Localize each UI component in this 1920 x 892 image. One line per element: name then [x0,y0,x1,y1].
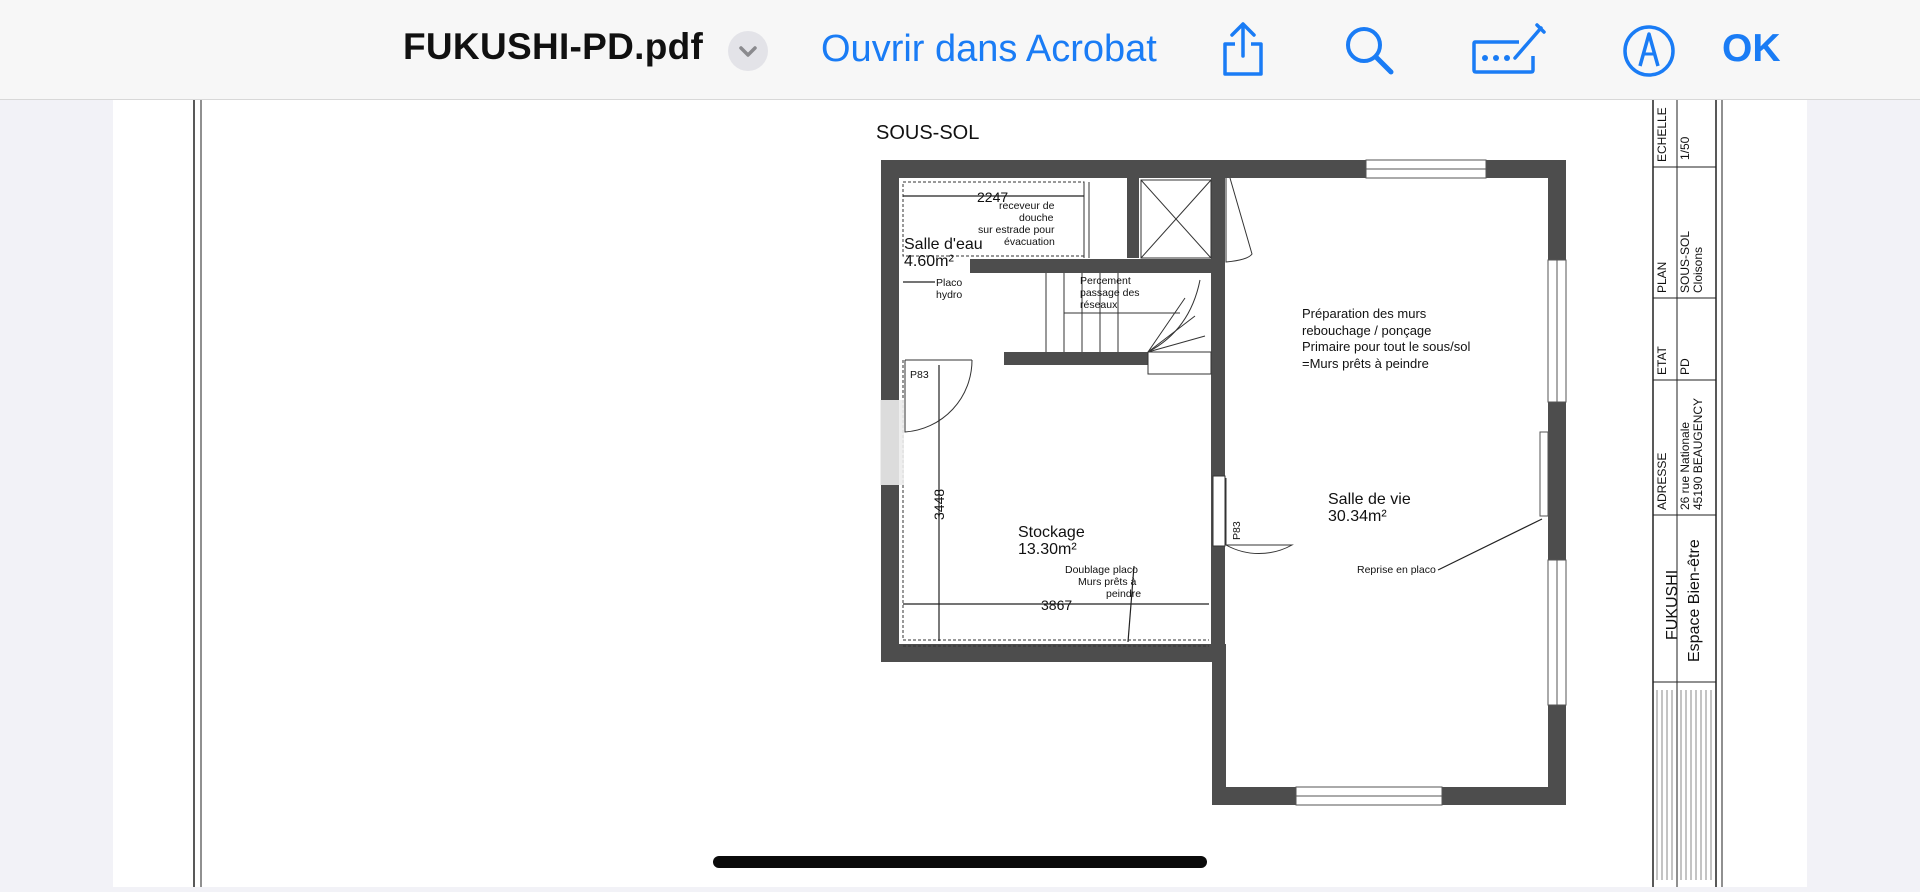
room-salle-eau-area: 4.60m² [904,253,954,270]
top-toolbar [0,0,1920,100]
search-button[interactable] [1343,24,1395,81]
dim-2247: 2247 [977,189,1009,205]
windows [1296,160,1566,805]
title-menu-button[interactable] [728,31,768,71]
note-doublage-2: Murs prêts à [1078,576,1137,588]
cartouche-plan-value-1: SOUS-SOL [1678,230,1692,293]
cartouche-plan-label: PLAN [1655,261,1669,293]
note-placo-2: hydro [936,289,963,301]
cartouche-adresse-2: 45190 BEAUGENCY [1691,397,1705,510]
dim-3448: 3448 [931,488,947,520]
note-prep-4: =Murs prêts à peindre [1302,356,1429,371]
note-prep-2: rebouchage / ponçage [1302,323,1432,338]
level-title: SOUS-SOL [876,122,980,144]
note-prep-1: Préparation des murs [1302,306,1427,321]
selection-marker [880,400,904,485]
room-stockage-area: 13.30m² [1018,541,1077,558]
home-indicator[interactable] [713,856,1207,868]
note-douche-2: douche [1019,212,1054,224]
door-label-1: P83 [910,369,929,381]
room-salle-eau-name: Salle d'eau [904,236,983,253]
room-salle-vie-name: Salle de vie [1328,491,1411,508]
share-button[interactable] [1219,20,1267,83]
note-placo-1: Placo [936,277,963,289]
cartouche-echelle-value: 1/50 [1678,136,1692,160]
room-stockage-name: Stockage [1018,524,1085,541]
cartouche-etat-value: PD [1678,358,1692,375]
chevron-down-icon [728,31,768,71]
note-douche-3: sur estrade pour [978,224,1055,236]
note-percement-3: réseaux [1080,299,1118,311]
note-percement-2: passage des [1080,287,1140,299]
note-doublage-3: peindre [1106,588,1142,600]
door-label-2: P83 [1231,521,1243,540]
note-percement-1: Percement [1080,275,1131,287]
cartouche-plan-value-2: Cloisons [1691,246,1705,293]
cartouche-adresse-1: 26 rue Nationale [1678,421,1692,510]
note-reprise: Reprise en placo [1357,564,1436,576]
cartouche-echelle-label: ECHELLE [1655,107,1669,162]
cartouche-etat-label: ETAT [1655,346,1669,375]
search-icon [1343,24,1395,76]
cartouche-client-2: Espace Bien-être [1686,539,1703,662]
floor-plan-drawing [113,100,1807,887]
pdf-page [113,100,1807,887]
note-doublage-1: Doublage placo [1065,564,1138,576]
note-douche-1: receveur de [999,200,1055,212]
fine-print [1657,690,1711,880]
markup-pen-icon [1622,24,1676,78]
note-prep-3: Primaire pour tout le sous/sol [1302,339,1471,354]
document-title: FUKUSHI-PD.pdf [403,26,704,67]
cartouche-adresse-label: ADRESSE [1655,452,1669,510]
open-in-acrobat-button[interactable]: Ouvrir dans Acrobat [821,28,1157,70]
ok-button[interactable]: OK [1722,27,1781,70]
note-douche-4: évacuation [1004,236,1055,248]
annotate-button[interactable] [1471,22,1547,81]
share-icon [1219,20,1267,78]
room-salle-vie-area: 30.34m² [1328,508,1387,525]
dim-3867: 3867 [1041,597,1073,613]
cartouche-client-1: FUKUSHI [1664,569,1681,640]
markup-button[interactable] [1622,24,1676,83]
annotate-icon [1471,22,1547,76]
